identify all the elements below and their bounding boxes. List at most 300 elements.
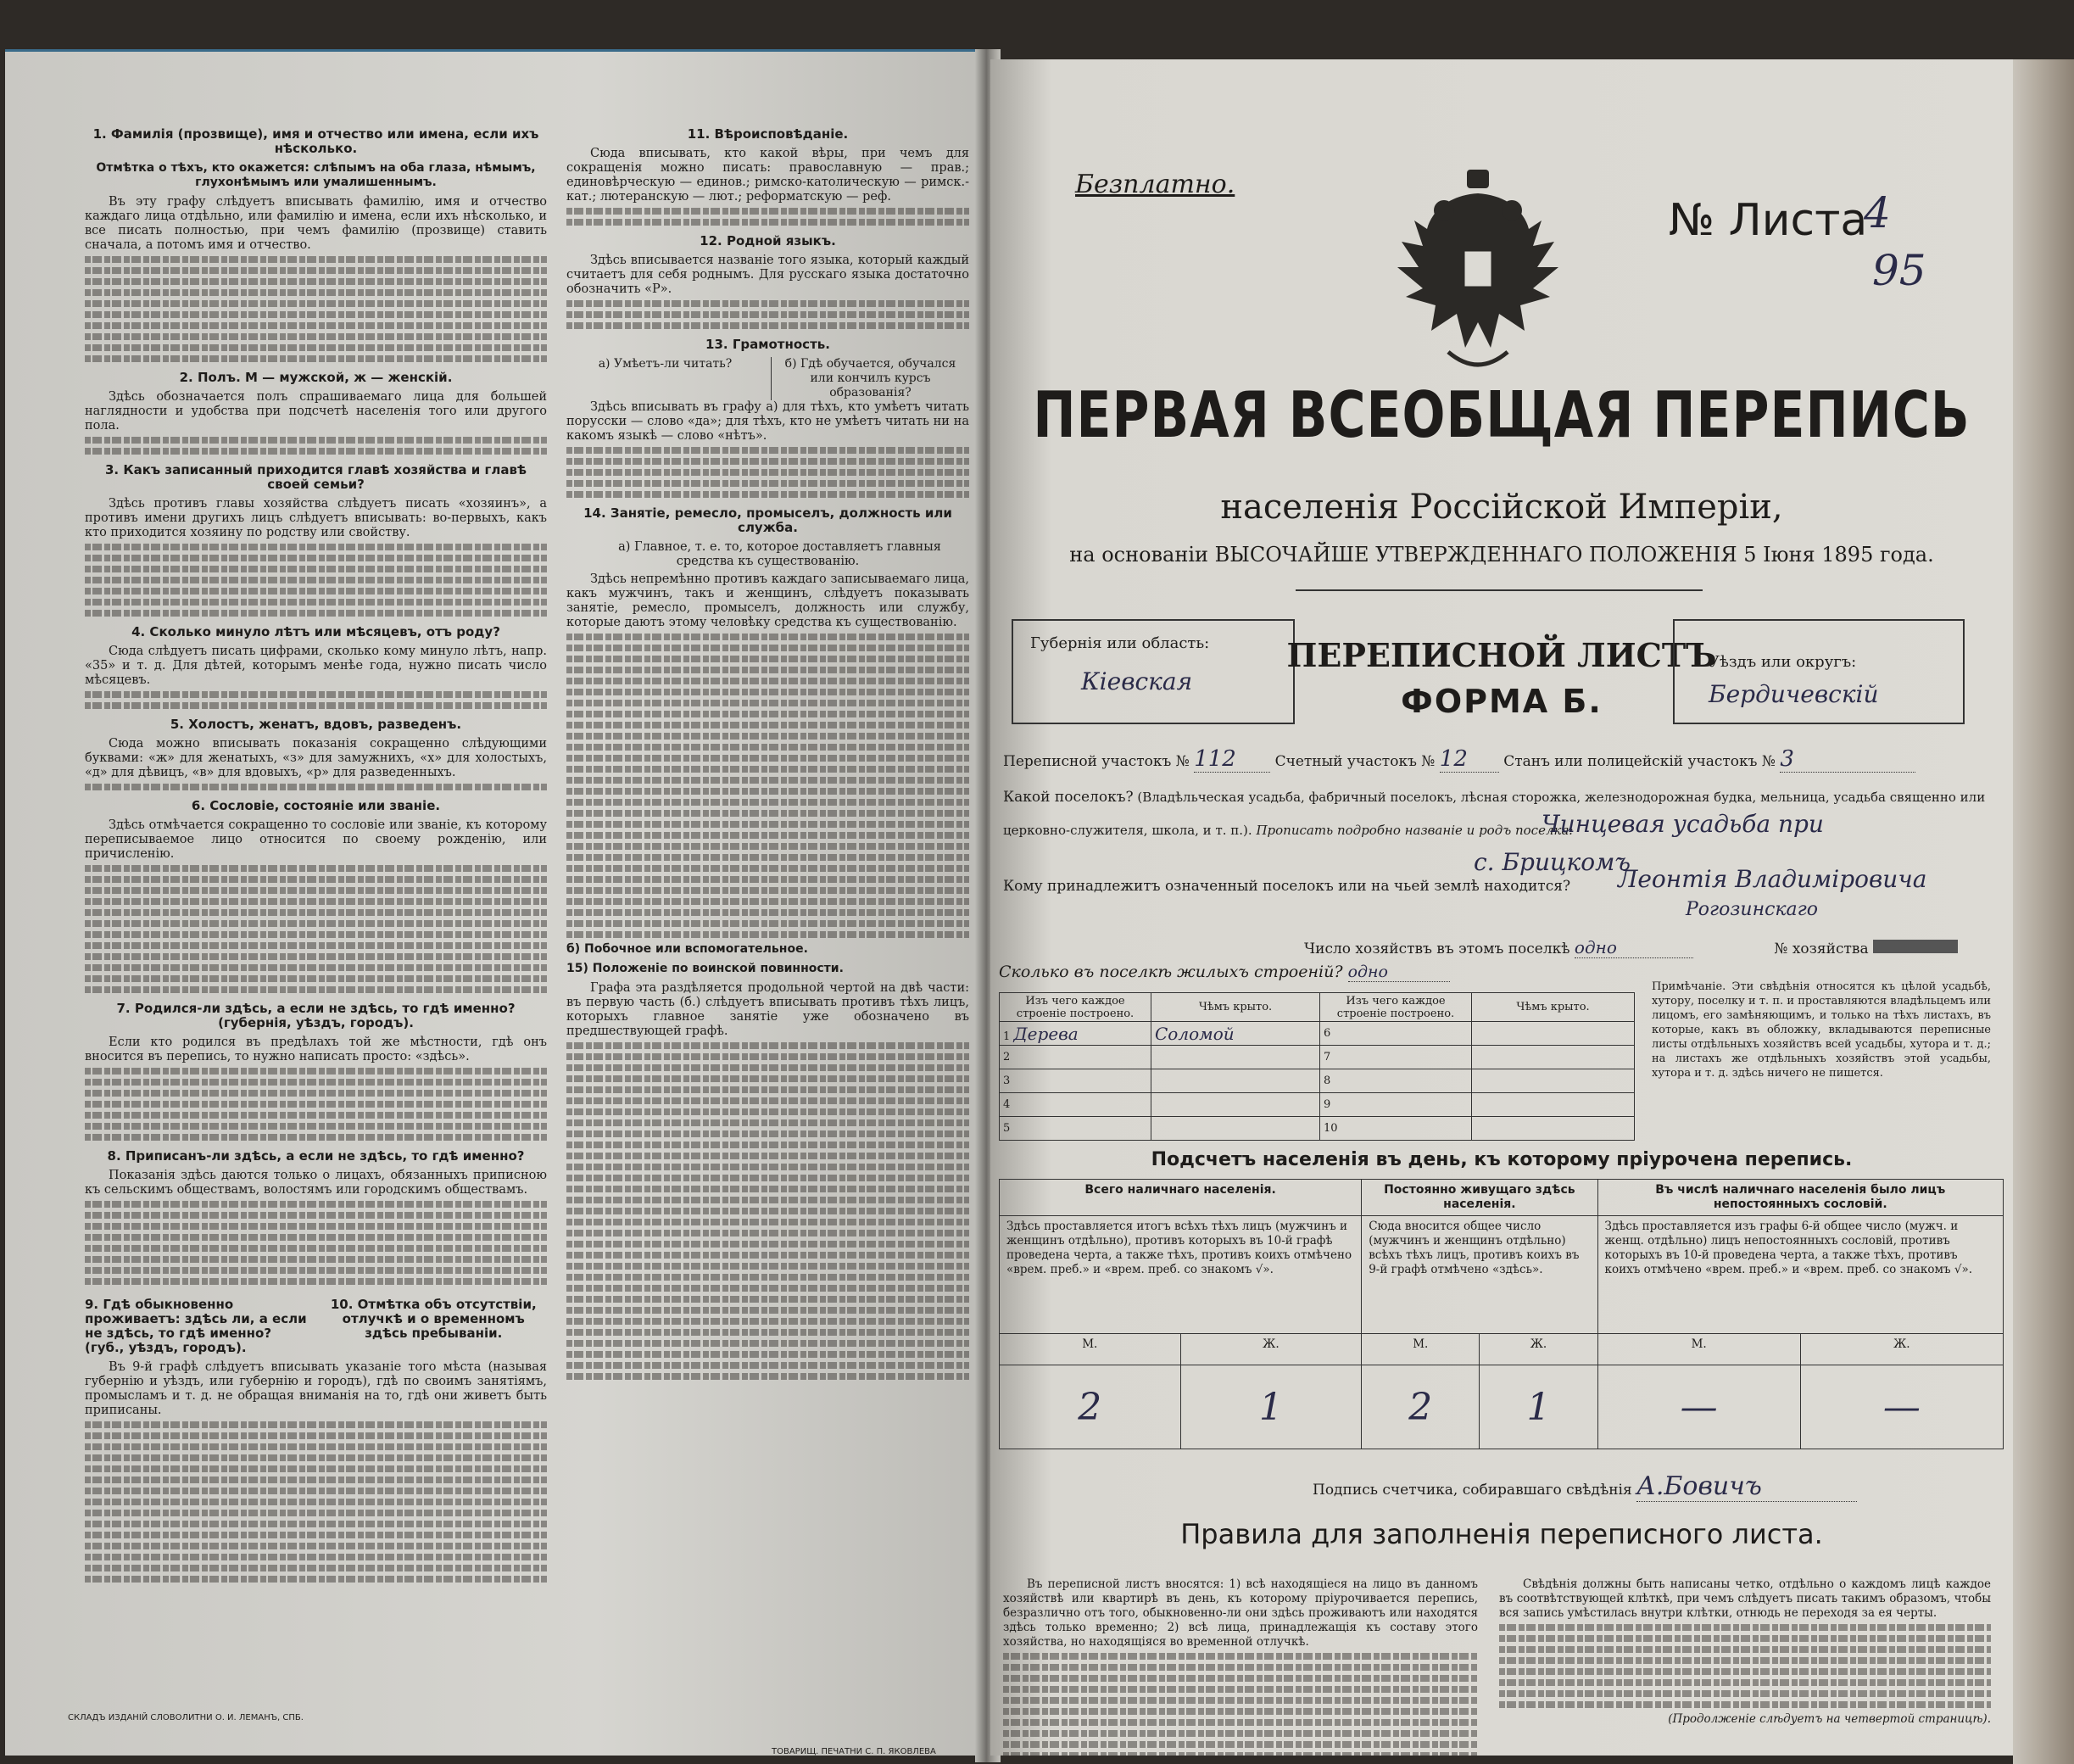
section-14-sub: а) Главное, т. е. то, которое доставляетъ главныя средства къ существованію. bbox=[618, 540, 941, 568]
text-line bbox=[566, 931, 969, 938]
section-4-title: 4. Сколько минуло лѣтъ или мѣсяцевъ, отъ роду? bbox=[131, 624, 500, 639]
settlement-value: Чинцевая усадьба при bbox=[1542, 810, 1824, 838]
text-line bbox=[566, 1130, 969, 1137]
pop-text-transient: Здѣсь проставляется изъ графы 6-й общее число (мужч. и женщ. отдѣльно) лицъ непостоянныхъ сословій, противъ которыхъ въ 10-й проведена черта, а также тѣхъ, противъ коихъ отмѣчено «врем. преб.» и «врем. преб. со знакомъ √». bbox=[1597, 1216, 2003, 1334]
material-value: Дерева bbox=[1013, 1023, 1079, 1044]
section-6-text: Здѣсь отмѣчается сокращенно то сословіе или званіе, къ которому переписываемое лицо относится по своему рожденію, или причисленію. bbox=[85, 818, 547, 861]
text-line bbox=[85, 931, 547, 938]
households-label: Число хозяйствъ въ этомъ поселкѣ bbox=[1304, 941, 1570, 957]
text-line bbox=[566, 711, 969, 717]
text-line bbox=[85, 610, 547, 617]
text-line bbox=[566, 1274, 969, 1281]
free-label: Безплатно. bbox=[1075, 170, 1235, 199]
text-line bbox=[85, 1201, 547, 1208]
section-4-text: Сюда слѣдуетъ писать цифрами, сколько кому минуло лѣтъ, напр. «35» и т. д. Для дѣтей, которымъ менѣе года, нужно писать число мѣсяцевъ. bbox=[85, 645, 547, 687]
text-line bbox=[566, 1064, 969, 1071]
text-line bbox=[566, 458, 969, 465]
census-basis: на основаніи ВЫСОЧАЙШЕ УТВЕРЖДЕННАГО ПОЛОЖЕНІЯ 5 Іюня 1895 года. bbox=[1069, 543, 1934, 567]
text-line bbox=[566, 1097, 969, 1104]
section-11-title: 11. Вѣроисповѣданіе. bbox=[687, 126, 849, 142]
section-8-text: Показанія здѣсь даются только о лицахъ, обязанныхъ приписною къ сельскимъ обществамъ, волостямъ или городскимъ обществамъ. bbox=[85, 1169, 547, 1197]
text-line bbox=[85, 355, 547, 362]
text-line bbox=[1499, 1679, 1991, 1686]
rules-text-1: Въ переписной листъ вносятся: 1) всѣ находящіеся на лицо въ данномъ хозяйствѣ или квартирѣ въ день, къ которому пріурочивается перепись, безразлично отъ того, обыкновенно-ли они здѣсь проживаютъ или находятся здѣсь только временно; 2) всѣ лица, принадлежащія къ составу этого хозяйства, но находящіяся во временной отлучкѣ. bbox=[1003, 1577, 1478, 1649]
text-line bbox=[85, 1565, 547, 1571]
text-line bbox=[1003, 1741, 1478, 1748]
sheet-number-value: 4 bbox=[1864, 188, 1891, 237]
text-line bbox=[566, 447, 969, 454]
text-line bbox=[566, 322, 969, 329]
text-line bbox=[1003, 1719, 1478, 1726]
text-line bbox=[566, 1142, 969, 1148]
text-line bbox=[85, 566, 547, 572]
text-line bbox=[1003, 1675, 1478, 1682]
bt-cell: 8 bbox=[1320, 1069, 1472, 1093]
settlement-hint: (Владѣльческая усадьба, фабричный поселокъ, лѣсная сторожка, железнодорожная будка, мельница, усадьба священно или bbox=[1137, 790, 1986, 805]
text-line bbox=[566, 1219, 969, 1225]
text-line bbox=[566, 1230, 969, 1236]
settlement-row-2 bbox=[1003, 823, 1573, 838]
text-line bbox=[566, 1108, 969, 1115]
signature-row bbox=[1313, 1471, 1857, 1502]
owner-value: Леонтія Владиміровича bbox=[1618, 865, 1927, 893]
text-line bbox=[566, 480, 969, 487]
text-line bbox=[566, 1153, 969, 1159]
section-5-text: Сюда можно вписывать показанія сокращенно слѣдующими буквами: «ж» для женатыхъ, «з» для замужнихъ, «х» для холостыхъ, «д» для дѣвицъ, «в» для вдовыхъ, «р» для разведенныхъ. bbox=[85, 737, 547, 779]
form-name: ФОРМА Б. bbox=[1401, 683, 1603, 720]
text-line bbox=[1003, 1730, 1478, 1737]
row-number: 1 bbox=[1003, 1030, 1011, 1043]
bt-cell bbox=[1000, 1022, 1151, 1046]
owner-value-2: Рогозинскаго bbox=[1686, 899, 1819, 920]
census-section-value: 112 bbox=[1194, 746, 1270, 773]
bt-cell bbox=[1472, 1093, 1635, 1117]
right-page bbox=[990, 59, 2013, 1756]
count-section-label: Счетный участокъ № bbox=[1274, 753, 1436, 770]
text-line bbox=[1499, 1701, 1991, 1708]
text-line bbox=[566, 689, 969, 695]
gubernia-label: Губернія или область: bbox=[1030, 634, 1210, 652]
text-line bbox=[1003, 1752, 1478, 1756]
text-line bbox=[566, 865, 969, 872]
text-line bbox=[566, 1186, 969, 1192]
pop-text-permanent: Сюда вносится общее число (мужчинъ и женщинъ отдѣльно) всѣхъ тѣхъ лицъ, противъ коихъ въ 9-й графѣ отмѣчено «здѣсь». bbox=[1362, 1216, 1597, 1334]
m-label: М. bbox=[1597, 1334, 1800, 1365]
text-line bbox=[85, 784, 547, 790]
f-label: Ж. bbox=[1480, 1334, 1597, 1365]
text-line bbox=[85, 920, 547, 927]
text-line bbox=[1003, 1664, 1478, 1671]
right-printer-mark: ТОВАРИЩ. ПЕЧАТНИ С. П. ЯКОВЛЕВА bbox=[772, 1747, 936, 1756]
bt-cell: 9 bbox=[1320, 1093, 1472, 1117]
section-9-title: 9. Гдѣ обыкновенно проживаетъ: здѣсь ли, а если не здѣсь, то гдѣ именно? (губ., уѣздъ, городъ). bbox=[85, 1297, 307, 1355]
text-line bbox=[85, 322, 547, 329]
text-line bbox=[85, 599, 547, 606]
text-line bbox=[85, 1454, 547, 1461]
text-line bbox=[566, 1197, 969, 1203]
text-line bbox=[566, 777, 969, 784]
text-line bbox=[1003, 1697, 1478, 1704]
owner-label: Кому принадлежитъ означенный поселокъ или на чьей землѣ находится? bbox=[1003, 878, 1571, 895]
section-1-text: Въ эту графу слѣдуетъ вписывать фамилію, имя и отчество каждаго лица отдѣльно, или фамилію и имена, если ихъ нѣсколько, и все писать полностью, при чемъ фамилію (прозвище) ставить сначала, а потомъ имя и отчество. bbox=[85, 195, 547, 252]
section-12-title: 12. Родной языкъ. bbox=[700, 233, 836, 248]
settlement-label: Какой поселокъ? bbox=[1003, 789, 1134, 806]
rules-column-2 bbox=[1499, 1577, 1991, 1727]
section-15-title: 15) Положеніе по воинской повинности. bbox=[566, 962, 844, 975]
table-row bbox=[1000, 1117, 1635, 1141]
text-line bbox=[85, 953, 547, 960]
text-line bbox=[1003, 1653, 1478, 1660]
text-line bbox=[566, 1241, 969, 1248]
text-line bbox=[566, 1318, 969, 1325]
text-line bbox=[85, 1123, 547, 1130]
permanent-female-value: 1 bbox=[1480, 1365, 1597, 1449]
text-line bbox=[566, 832, 969, 839]
text-line bbox=[566, 634, 969, 640]
text-line bbox=[85, 544, 547, 550]
text-line bbox=[566, 645, 969, 651]
transient-female-value: — bbox=[1800, 1365, 2003, 1449]
text-line bbox=[566, 1285, 969, 1292]
text-line bbox=[566, 656, 969, 662]
text-line bbox=[1499, 1624, 1991, 1631]
bt-cell bbox=[1472, 1117, 1635, 1141]
stan-label: Станъ или полицейскій участокъ № bbox=[1503, 753, 1776, 770]
pop-header-row bbox=[1000, 1180, 2004, 1216]
bt-cell: 6 bbox=[1320, 1022, 1472, 1046]
section-9-text: Въ 9-й графѣ слѣдуетъ вписывать указаніе того мѣста (называя губернію и уѣздъ, или губернію и городъ), гдѣ по своимъ занятіямъ, промысламъ и т. д. не обращая вниманія на то, гдѣ они живетъ быть приписаны. bbox=[85, 1360, 547, 1417]
text-line bbox=[566, 1175, 969, 1181]
text-line bbox=[1003, 1708, 1478, 1715]
text-line bbox=[85, 278, 547, 285]
buildings-table bbox=[999, 992, 1635, 1141]
buildings-table-header bbox=[1000, 993, 1635, 1022]
section-1-subtitle: Отмѣтка о тѣхъ, кто окажется: слѣпымъ на оба глаза, нѣмымъ, глухонѣмымъ или умалишеннымъ. bbox=[96, 161, 536, 189]
permanent-male-value: 2 bbox=[1362, 1365, 1480, 1449]
household-no-label: № хозяйства bbox=[1774, 941, 1869, 957]
sections-9-10 bbox=[85, 1289, 547, 1360]
pop-mf-row bbox=[1000, 1334, 2004, 1365]
bt-head-material-right: Изъ чего каждое строеніе построено. bbox=[1320, 993, 1472, 1022]
text-line bbox=[85, 1112, 547, 1119]
text-line bbox=[566, 1042, 969, 1049]
text-line bbox=[566, 208, 969, 215]
text-line bbox=[85, 1477, 547, 1483]
text-line bbox=[85, 1068, 547, 1075]
text-line bbox=[85, 1134, 547, 1141]
census-subtitle: населенія Россійской Имперіи, bbox=[1220, 488, 1783, 527]
bt-cell: 3 bbox=[1000, 1069, 1151, 1093]
count-section-value: 12 bbox=[1440, 746, 1499, 773]
text-line bbox=[85, 1256, 547, 1263]
left-column-a bbox=[85, 119, 547, 1587]
section-15-text: Графа эта раздѣляется продольной чертой на двѣ части: въ первую часть (б.) слѣдуетъ вписывать противъ тѣхъ лицъ, которыхъ главное занятіе уже обозначено въ предшествующей графѣ. bbox=[566, 981, 969, 1038]
text-line bbox=[566, 1252, 969, 1259]
text-line bbox=[566, 1119, 969, 1126]
population-title: Подсчетъ населенія въ день, къ которому пріурочена перепись. bbox=[1151, 1149, 1853, 1170]
bt-cell bbox=[1151, 1117, 1320, 1141]
text-line bbox=[566, 1075, 969, 1082]
stan-value: 3 bbox=[1780, 746, 1915, 773]
text-line bbox=[566, 1373, 969, 1380]
buildings-label: Сколько въ поселкѣ жилыхъ строеній? bbox=[999, 963, 1343, 981]
text-line bbox=[566, 788, 969, 795]
text-line bbox=[1499, 1635, 1991, 1642]
text-line bbox=[566, 469, 969, 476]
total-female-value: 1 bbox=[1180, 1365, 1362, 1449]
settlement-value-2: с. Брицкомъ bbox=[1474, 848, 1631, 876]
text-line bbox=[566, 1329, 969, 1336]
text-line bbox=[85, 1101, 547, 1108]
bt-cell bbox=[1472, 1046, 1635, 1069]
text-line bbox=[566, 843, 969, 850]
text-line bbox=[85, 437, 547, 444]
text-line bbox=[566, 810, 969, 817]
section-2-title: 2. Полъ. М — мужской, ж — женскій. bbox=[179, 370, 453, 385]
text-line bbox=[566, 219, 969, 226]
text-line bbox=[85, 1443, 547, 1450]
text-line bbox=[566, 876, 969, 883]
text-line bbox=[566, 300, 969, 307]
text-line bbox=[85, 1576, 547, 1583]
text-line bbox=[85, 909, 547, 916]
text-line bbox=[566, 854, 969, 861]
settlement-row bbox=[1003, 789, 1985, 806]
m-label: М. bbox=[1000, 1334, 1181, 1365]
bt-cell: 2 bbox=[1000, 1046, 1151, 1069]
table-row bbox=[1000, 1069, 1635, 1093]
pop-values-row bbox=[1000, 1365, 2004, 1449]
text-line bbox=[566, 1086, 969, 1093]
text-line bbox=[85, 1090, 547, 1097]
section-13-text: Здѣсь вписывать въ графу а) для тѣхъ, кто умѣетъ читать порусски — слово «да»; для тѣхъ, кто не умѣетъ читать ни на какомъ языкѣ — слово «нѣтъ». bbox=[566, 400, 969, 443]
text-line bbox=[566, 700, 969, 706]
settlement-instruction: Прописать подробно названіе и родъ поселка: bbox=[1256, 823, 1574, 838]
text-line bbox=[85, 1267, 547, 1274]
text-line bbox=[85, 555, 547, 561]
pop-head-transient: Въ числѣ наличнаго населенія было лицъ непостоянныхъ сословій. bbox=[1597, 1180, 2003, 1216]
text-line bbox=[1003, 1686, 1478, 1693]
text-line bbox=[566, 1263, 969, 1270]
text-line bbox=[85, 448, 547, 455]
text-line bbox=[566, 1340, 969, 1347]
text-line bbox=[85, 300, 547, 307]
left-column-b bbox=[566, 119, 969, 1384]
settlement-hint-2: церковно-служителя, школа, и т. п.). bbox=[1003, 823, 1252, 838]
form-title: ПЕРЕПИСНОЙ ЛИСТЪ bbox=[1286, 636, 1717, 674]
text-line bbox=[566, 678, 969, 684]
section-11-text: Сюда вписывать, кто какой вѣры, при чемъ для сокращенія можно писать: православную — прав.; единовѣрческую — единов.; римско-католическую — римск.-кат.; лютеранскую — лют.; реформатскую — реф. bbox=[566, 147, 969, 204]
text-line bbox=[566, 667, 969, 673]
section-6-title: 6. Сословіе, состояніе или званіе. bbox=[191, 798, 441, 813]
double-headed-eagle-icon bbox=[1397, 170, 1558, 382]
text-line bbox=[566, 898, 969, 905]
pop-text-row bbox=[1000, 1216, 2004, 1334]
text-line bbox=[566, 1307, 969, 1314]
section-7-title: 7. Родился-ли здѣсь, а если не здѣсь, то гдѣ именно? (губернія, уѣздъ, городъ). bbox=[116, 1001, 516, 1030]
text-line bbox=[85, 1278, 547, 1285]
bt-head-roof-right: Чѣмъ крыто. bbox=[1472, 993, 1635, 1022]
buildings-value: одно bbox=[1348, 963, 1450, 982]
text-line bbox=[1499, 1657, 1991, 1664]
text-line bbox=[85, 1532, 547, 1538]
table-row bbox=[1000, 1046, 1635, 1069]
text-line bbox=[566, 821, 969, 828]
bt-cell bbox=[1151, 1069, 1320, 1093]
buildings-note: Примѣчаніе. Эти свѣдѣнія относятся къ цѣлой усадьбѣ, хутору, поселку и т. п. и проставляются владѣльцемъ или лицомъ, его замѣняющимъ, и только на тѣхъ листахъ, въ которые, какъ въ обложку, вкладываются переписные листы отдѣльныхъ хозяйствъ всей усадьбы, хутора и т. д.; на листахъ же отдѣльныхъ хозяйствъ этой усадьбы, хутора и т. д. здѣсь ничего не пишется. bbox=[1652, 980, 1991, 1080]
section-14-text: Здѣсь непремѣнно противъ каждаго записываемаго лица, какъ мужчинъ, такъ и женщинъ, слѣдуетъ показывать занятіе, ремесло, промыселъ, должность или службу, которые даютъ этому человѣку средства къ существованію. bbox=[566, 572, 969, 629]
divider bbox=[1296, 589, 1703, 591]
table-row bbox=[1000, 1093, 1635, 1117]
text-line bbox=[566, 1351, 969, 1358]
rules-column-1 bbox=[1003, 1577, 1478, 1756]
text-line bbox=[85, 1554, 547, 1560]
text-line bbox=[566, 1296, 969, 1303]
section-12-text: Здѣсь вписывается названіе того языка, который каждый считаетъ для себя роднымъ. Для русскаго языка достаточно обозначить «Р». bbox=[566, 254, 969, 296]
bt-cell bbox=[1151, 1046, 1320, 1069]
text-line bbox=[85, 1421, 547, 1428]
text-line bbox=[566, 722, 969, 728]
household-no-redacted bbox=[1873, 940, 1958, 953]
text-line bbox=[1499, 1668, 1991, 1675]
roof-value: Соломой bbox=[1151, 1022, 1320, 1046]
text-line bbox=[85, 1212, 547, 1219]
uezd-label: Уѣздъ или округъ: bbox=[1709, 653, 1857, 671]
section-14-b: б) Побочное или вспомогательное. bbox=[566, 942, 808, 956]
text-line bbox=[85, 1432, 547, 1439]
section-14-title: 14. Занятіе, ремесло, промыселъ, должность или служба. bbox=[583, 505, 952, 535]
pop-head-permanent: Постоянно живущаго здѣсь населенія. bbox=[1362, 1180, 1597, 1216]
signature-label: Подпись счетчика, собиравшаго свѣдѣнія bbox=[1313, 1482, 1632, 1499]
section-13-title: 13. Грамотность. bbox=[705, 337, 830, 352]
text-line bbox=[85, 256, 547, 263]
text-line bbox=[566, 733, 969, 740]
section-2-text: Здѣсь обозначается полъ спрашиваемаго лица для большей наглядности и удобства при подсчетѣ населенія того или другого пола. bbox=[85, 390, 547, 433]
bt-cell bbox=[1472, 1069, 1635, 1093]
text-line bbox=[85, 333, 547, 340]
text-line bbox=[85, 1521, 547, 1527]
gubernia-value: Кіевская bbox=[1081, 667, 1193, 695]
text-line bbox=[566, 920, 969, 927]
text-line bbox=[85, 942, 547, 949]
f-label: Ж. bbox=[1800, 1334, 2003, 1365]
households-row bbox=[1304, 937, 1958, 958]
text-line bbox=[566, 1164, 969, 1170]
bt-cell: 5 bbox=[1000, 1117, 1151, 1141]
sheet-number-label: № Листа bbox=[1669, 195, 1868, 246]
table-row bbox=[1000, 1022, 1635, 1046]
book-edge bbox=[2013, 59, 2074, 1764]
text-line bbox=[85, 975, 547, 982]
section-3-title: 3. Какъ записанный приходится главѣ хозяйства и главѣ своей семьи? bbox=[105, 462, 527, 492]
section-3-text: Здѣсь противъ главы хозяйства слѣдуетъ писать «хозяинъ», а противъ имени другихъ лицъ слѣдуетъ вписывать: во-первыхъ, какъ кто приходится хозяину по родству или свойству. bbox=[85, 497, 547, 539]
text-line bbox=[85, 702, 547, 709]
text-line bbox=[1499, 1690, 1991, 1697]
text-line bbox=[566, 887, 969, 894]
sheet-number-value-2: 95 bbox=[1872, 246, 1926, 295]
transient-male-value: — bbox=[1597, 1365, 1800, 1449]
text-line bbox=[566, 1208, 969, 1214]
rules-continuation: (Продолженіе слѣдуетъ на четвертой страницѣ). bbox=[1668, 1712, 1991, 1726]
section-7-text: Если кто родился въ предѣлахъ той же мѣстности, гдѣ онъ вносится въ перепись, то нужно написать просто: «здѣсь». bbox=[85, 1036, 547, 1063]
rules-text-2: Свѣдѣнія должны быть написаны четко, отдѣльно о каждомъ лицѣ каждое въ соотвѣтствующей клѣткѣ, при чемъ слѣдуетъ писать такимъ образомъ, чтобы вся запись умѣстилась внутри клѣтки, отнюдь не переходя за ея черты. bbox=[1499, 1577, 1991, 1620]
text-line bbox=[85, 887, 547, 894]
text-line bbox=[566, 799, 969, 806]
total-male-value: 2 bbox=[1000, 1365, 1181, 1449]
population-table bbox=[999, 1179, 2004, 1449]
census-section-label: Переписной участокъ № bbox=[1003, 753, 1190, 770]
text-line bbox=[85, 986, 547, 993]
text-line bbox=[1499, 1646, 1991, 1653]
census-title: ПЕРВАЯ ВСЕОБЩАЯ ПЕРЕПИСЬ bbox=[1033, 378, 1971, 453]
section-13b: б) Гдѣ обучается, обучался или кончилъ курсъ образованія? bbox=[771, 357, 969, 400]
text-line bbox=[566, 491, 969, 498]
bt-cell bbox=[1151, 1093, 1320, 1117]
text-line bbox=[85, 964, 547, 971]
bt-cell: 4 bbox=[1000, 1093, 1151, 1117]
text-line bbox=[566, 909, 969, 916]
bt-cell: 7 bbox=[1320, 1046, 1472, 1069]
bt-head-roof-left: Чѣмъ крыто. bbox=[1151, 993, 1320, 1022]
text-line bbox=[85, 1234, 547, 1241]
text-line bbox=[85, 577, 547, 583]
text-line bbox=[85, 1499, 547, 1505]
text-line bbox=[566, 766, 969, 773]
uezd-value: Бердичевскій bbox=[1709, 680, 1879, 708]
text-line bbox=[85, 289, 547, 296]
section-13-headers bbox=[566, 357, 969, 400]
text-line bbox=[85, 311, 547, 318]
left-printer-mark: СКЛАДЪ ИЗДАНІЙ СЛОВОЛИТНИ О. И. ЛЕМАНЪ, СПБ. bbox=[68, 1713, 304, 1722]
f-label: Ж. bbox=[1180, 1334, 1362, 1365]
text-line bbox=[85, 267, 547, 274]
bt-cell: 10 bbox=[1320, 1117, 1472, 1141]
text-line bbox=[85, 1079, 547, 1086]
text-line bbox=[85, 865, 547, 872]
text-line bbox=[85, 1223, 547, 1230]
m-label: М. bbox=[1362, 1334, 1480, 1365]
text-line bbox=[85, 1465, 547, 1472]
section-5-title: 5. Холостъ, женатъ, вдовъ, разведенъ. bbox=[170, 717, 462, 732]
text-line bbox=[85, 1245, 547, 1252]
rules-title: Правила для заполненія переписного листа. bbox=[1180, 1518, 1823, 1550]
section-10-title: 10. Отмѣтка объ отсутствіи, отлучкѣ и о временномъ здѣсь пребываніи. bbox=[330, 1297, 537, 1341]
pop-text-total: Здѣсь проставляется итогъ всѣхъ тѣхъ лицъ (мужчинъ и женщинъ отдѣльно), противъ которыхъ въ 10-й графѣ проведена черта, а также тѣхъ, противъ коихъ отмѣчено «врем. преб.» и «врем. преб. со знакомъ √». bbox=[1000, 1216, 1362, 1334]
text-line bbox=[85, 588, 547, 595]
section-1-title: 1. Фамилія (прозвище), имя и отчество или имена, если ихъ нѣсколько. bbox=[92, 126, 539, 156]
text-line bbox=[85, 344, 547, 351]
text-line bbox=[85, 1510, 547, 1516]
pop-head-total: Всего наличнаго населенія. bbox=[1000, 1180, 1362, 1216]
bt-cell bbox=[1472, 1022, 1635, 1046]
section-8-title: 8. Приписанъ-ли здѣсь, а если не здѣсь, то гдѣ именно? bbox=[107, 1148, 525, 1164]
text-line bbox=[85, 1488, 547, 1494]
text-line bbox=[85, 1543, 547, 1549]
owner-row bbox=[1003, 878, 1570, 895]
text-line bbox=[566, 744, 969, 751]
text-line bbox=[85, 691, 547, 698]
text-line bbox=[85, 898, 547, 905]
uezd-box bbox=[1673, 619, 1965, 724]
text-line bbox=[566, 1362, 969, 1369]
signature-value: А.Бовичъ bbox=[1636, 1471, 1857, 1502]
households-value: одно bbox=[1575, 937, 1693, 958]
text-line bbox=[566, 311, 969, 318]
buildings-row bbox=[999, 963, 1450, 982]
text-line bbox=[85, 876, 547, 883]
text-line bbox=[566, 755, 969, 762]
bt-head-material-left: Изъ чего каждое строеніе построено. bbox=[1000, 993, 1151, 1022]
